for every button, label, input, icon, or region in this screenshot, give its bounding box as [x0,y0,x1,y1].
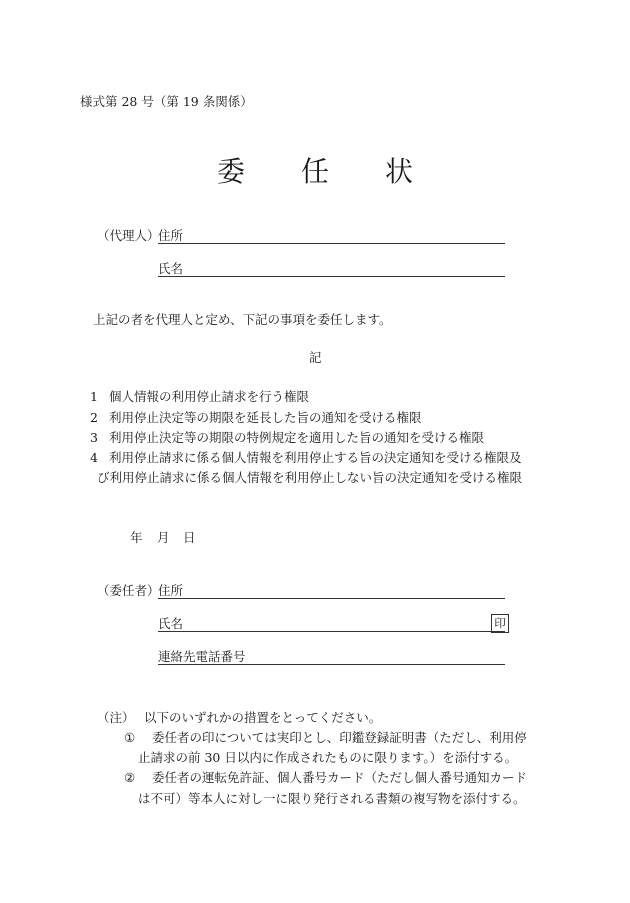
principal-phone-field[interactable] [158,664,505,665]
agent-address-label: 住所 [158,228,184,243]
note-lead: 以下のいずれかの措置をとってください。 [144,710,382,725]
agent-address-field[interactable] [158,243,505,244]
note-2-line-1: 委任者の運転免許証、個人番号カード（ただし個人番号通知カード [152,770,528,785]
item-text-continued: び利用停止請求に係る個人情報を利用停止しない旨の決定通知を受ける権限 [97,470,523,485]
agent-name-label: 氏名 [158,261,184,276]
item-text: 利用停止決定等の期限の特例規定を適用した旨の通知を受ける権限 [109,430,485,445]
title-char-2: 任 [300,155,329,188]
item-number: 2 [90,410,98,425]
principal-role-label: （委任者） [97,583,160,598]
item-text: 利用停止決定等の期限を延長した旨の通知を受ける権限 [109,410,422,425]
note-1-line-2: 止請求の前 30 日以内に作成されたものに限ります。）を添付する。 [138,750,518,765]
ki-heading: 記 [309,350,322,365]
agent-name-field[interactable] [158,276,505,277]
principal-name-label: 氏名 [158,616,184,631]
note-2-line-2: は不可）等本人に対し一に限り発行される書類の複写物を添付する。 [138,791,526,806]
agent-role-label: （代理人） [97,228,160,243]
title-char-3: 状 [385,155,414,188]
item-number: 4 [90,450,98,465]
seal-box: 印 [491,614,509,633]
principal-phone-label: 連絡先電話番号 [158,649,246,664]
item-text: 利用停止請求に係る個人情報を利用停止する旨の決定通知を受ける権限及 [109,450,522,465]
principal-address-field[interactable] [158,598,505,599]
form-number: 様式第 28 号（第 19 条関係） [80,94,253,109]
note-1-line-1: 委任者の印については実印とし、印鑑登録証明書（ただし、利用停 [152,730,527,745]
item-text: 個人情報の利用停止請求を行う権限 [109,389,310,404]
note-mark-2: ② [124,770,136,785]
note-label: （注） [97,710,135,725]
date-month-label: 月 [157,530,170,545]
document-title [0,155,630,188]
date-year-label: 年 [130,530,143,545]
principal-address-label: 住所 [158,583,184,598]
item-number: 3 [90,430,98,445]
title-char-1: 委 [216,155,245,188]
date-day-label: 日 [183,530,196,545]
delegation-statement: 上記の者を代理人と定め、下記の事項を委任します。 [93,312,392,327]
item-number: 1 [90,389,98,404]
principal-name-field[interactable] [158,631,505,632]
note-mark-1: ① [124,730,136,745]
